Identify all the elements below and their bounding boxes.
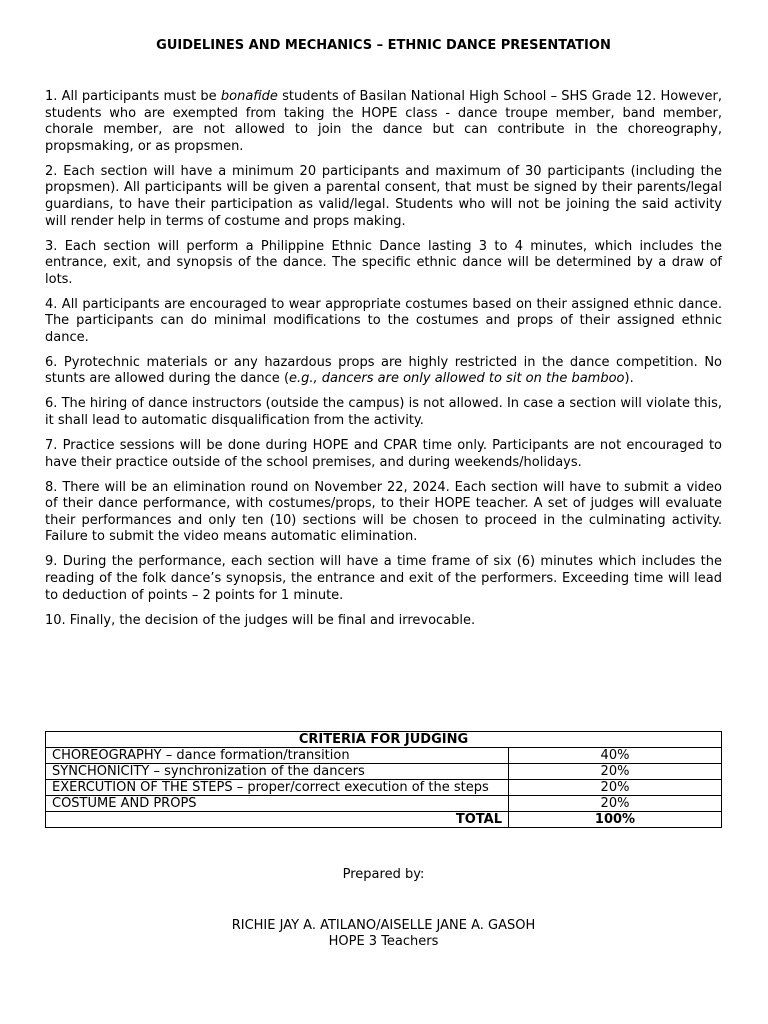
page-title: GUIDELINES AND MECHANICS – ETHNIC DANCE PRESENTATION	[156, 38, 611, 53]
rule-item: 4. All participants are encouraged to wear appropriate costumes based on their assigned ethnic dance. The participants can do minimal modifications to the costumes and props of their assigned ethnic dance.	[45, 296, 722, 345]
criteria-label: SYNCHONICITY – synchronization of the dancers	[46, 764, 509, 780]
rule-item: 6. The hiring of dance instructors (outside the campus) is not allowed. In case a section will violate this, it shall lead to automatic disqualification from the activity.	[45, 396, 722, 429]
rule-item: 6. Pyrotechnic materials or any hazardous props are highly restricted in the dance competition. No stunts are allowed during the dance (e.g., dancers are only allowed to sit on the bamboo).	[45, 354, 722, 387]
criteria-row	[46, 780, 722, 796]
emphasis-text: e.g., dancers are only allowed to sit on the bamboo	[289, 371, 625, 387]
criteria-row	[46, 796, 722, 812]
criteria-label: EXERCUTION OF THE STEPS – proper/correct execution of the steps	[46, 780, 509, 796]
criteria-percent: 40%	[509, 748, 722, 764]
signatory-role: HOPE 3 Teachers	[328, 933, 439, 949]
criteria-header: CRITERIA FOR JUDGING	[46, 732, 722, 748]
rule-item: 10. Finally, the decision of the judges will be final and irrevocable.	[45, 612, 476, 628]
criteria-label: CHOREOGRAPHY – dance formation/transition	[46, 748, 509, 764]
rule-item: 8. There will be an elimination round on November 22, 2024. Each section will have to submit a video of their dance performance, with costumes/props, to their HOPE teacher. A set of judges will evaluate their performances and only ten (10) sections will be chosen to proceed in the culminating activity. Failure to submit the video means automatic elimination.	[45, 479, 722, 545]
guidelines-list	[45, 89, 722, 638]
criteria-header-row	[46, 732, 722, 748]
criteria-percent: 20%	[509, 796, 722, 812]
total-label: TOTAL	[46, 812, 509, 828]
criteria-label: COSTUME AND PROPS	[46, 796, 509, 812]
prepared-by-label: Prepared by:	[342, 867, 425, 882]
emphasis-text: bonafide	[220, 89, 278, 104]
criteria-percent: 20%	[509, 764, 722, 780]
rule-item: 2. Each section will have a minimum 20 participants and maximum of 30 participants (including the propsmen). All participants will be given a parental consent, that must be signed by their parents/legal guardians, to have their participation as valid/legal. Students who will not be joining the said activity will render help in terms of costume and props making.	[45, 163, 722, 229]
criteria-row	[46, 764, 722, 780]
rule-item: 3. Each section will perform a Philippine Ethnic Dance lasting 3 to 4 minutes, which includes the entrance, exit, and synopsis of the dance. The specific ethnic dance will be determined by a draw of lots.	[45, 238, 722, 287]
signatory-block	[45, 918, 722, 949]
criteria-row	[46, 748, 722, 764]
rule-item: 1. All participants must be bonafide students of Basilan National High School – SHS Grade 12. However, students who are exempted from taking the HOPE class - dance troupe member, band member, chorale member, are not allowed to join the dance but can contribute in the choreography, propsmaking, or as propsmen.	[45, 89, 722, 154]
criteria-total-row	[46, 812, 722, 828]
criteria-percent: 20%	[509, 780, 722, 796]
total-value: 100%	[509, 812, 722, 828]
criteria-table	[45, 731, 722, 828]
rule-item: 7. Practice sessions will be done during HOPE and CPAR time only. Participants are not encouraged to have their practice outside of the school premises, and during weekends/holidays.	[45, 438, 722, 470]
rule-item: 9. During the performance, each section will have a time frame of six (6) minutes which includes the reading of the folk dance’s synopsis, the entrance and exit of the performers. Exceeding time will lead to deduction of points – 2 points for 1 minute.	[45, 554, 722, 603]
signatory-names: RICHIE JAY A. ATILANO/AISELLE JANE A. GASOH	[231, 918, 536, 933]
